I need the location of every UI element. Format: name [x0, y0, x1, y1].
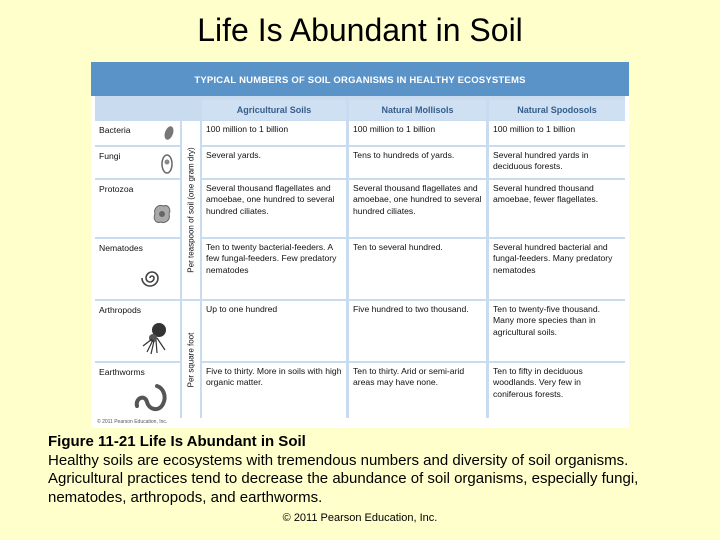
fungi-icon [159, 149, 175, 175]
cell-spodosols: Ten to fifty in deciduous woodlands. Very few in coniferous forests. [489, 363, 625, 418]
unit-label-teaspoon: Per teaspoon of soil (one gram dry) [182, 121, 200, 299]
cell-spodosols: Ten to twenty-five thousand. Many more species than in agricultural soils. [489, 301, 625, 361]
cell-spodosols: 100 million to 1 billion [489, 121, 625, 145]
cell-agricultural: Ten to twenty bacterial-feeders. A few fungal-feeders. Few predatory nematodes [202, 239, 346, 299]
column-header-spodosols: Natural Spodosols [489, 100, 625, 120]
arthropod-icon [141, 320, 171, 356]
cell-mollisols: Five hundred to two thousand. [349, 301, 486, 361]
unit-label-square-foot: Per square foot [182, 301, 200, 418]
cell-spodosols: Several hundred thousand amoebae, fewer flagellates. [489, 180, 625, 237]
cell-spodosols: Several hundred bacterial and fungal-feeders. Many predatory nematodes [489, 239, 625, 299]
table-header: TYPICAL NUMBERS OF SOIL ORGANISMS IN HEALTHY ECOSYSTEMS [91, 62, 629, 96]
row-organism-bacteria: Bacteria [95, 121, 180, 145]
row-organism-protozoa: Protozoa [95, 180, 180, 237]
caption-title: Figure 11-21 Life Is Abundant in Soil [48, 433, 306, 450]
caption-body: Healthy soils are ecosystems with tremendous numbers and diversity of soil organisms. Agricultural practices tend to decrease the abundance of soil organisms, especially fungi, nematodes, arthropods, and earthworms. [48, 451, 639, 506]
cell-agricultural: 100 million to 1 billion [202, 121, 346, 145]
column-header-agricultural: Agricultural Soils [202, 100, 346, 120]
cell-mollisols: Ten to thirty. Arid or semi-arid areas may have none. [349, 363, 486, 418]
soil-organisms-table [91, 62, 629, 428]
column-header-mollisols: Natural Mollisols [349, 100, 486, 120]
bacteria-icon [161, 124, 177, 142]
cell-mollisols: 100 million to 1 billion [349, 121, 486, 145]
earthworm-icon [133, 380, 169, 414]
protozoa-icon [151, 202, 173, 226]
cell-mollisols: Ten to several hundred. [349, 239, 486, 299]
cell-agricultural: Several yards. [202, 147, 346, 178]
cell-spodosols: Several hundred yards in deciduous forests. [489, 147, 625, 178]
slide-title: Life Is Abundant in Soil [197, 12, 523, 48]
row-organism-earthworms: Earthworms [95, 363, 180, 418]
cell-mollisols: Tens to hundreds of yards. [349, 147, 486, 178]
row-organism-arthropods: Arthropods [95, 301, 180, 361]
figure-credit: © 2011 Pearson Education, Inc. [97, 419, 168, 425]
cell-mollisols: Several thousand flagellates and amoebae, one hundred to several hundred ciliates. [349, 180, 486, 237]
row-organism-fungi: Fungi [95, 147, 180, 178]
copyright-footer: © 2011 Pearson Education, Inc. [282, 512, 438, 524]
cell-agricultural: Several thousand flagellates and amoebae, one hundred to several hundred ciliates. [202, 180, 346, 237]
cell-agricultural: Five to thirty. More in soils with high organic matter. [202, 363, 346, 418]
nematode-icon [139, 266, 165, 290]
row-organism-nematodes: Nematodes [95, 239, 180, 299]
figure-caption [48, 433, 688, 507]
cell-agricultural: Up to one hundred [202, 301, 346, 361]
